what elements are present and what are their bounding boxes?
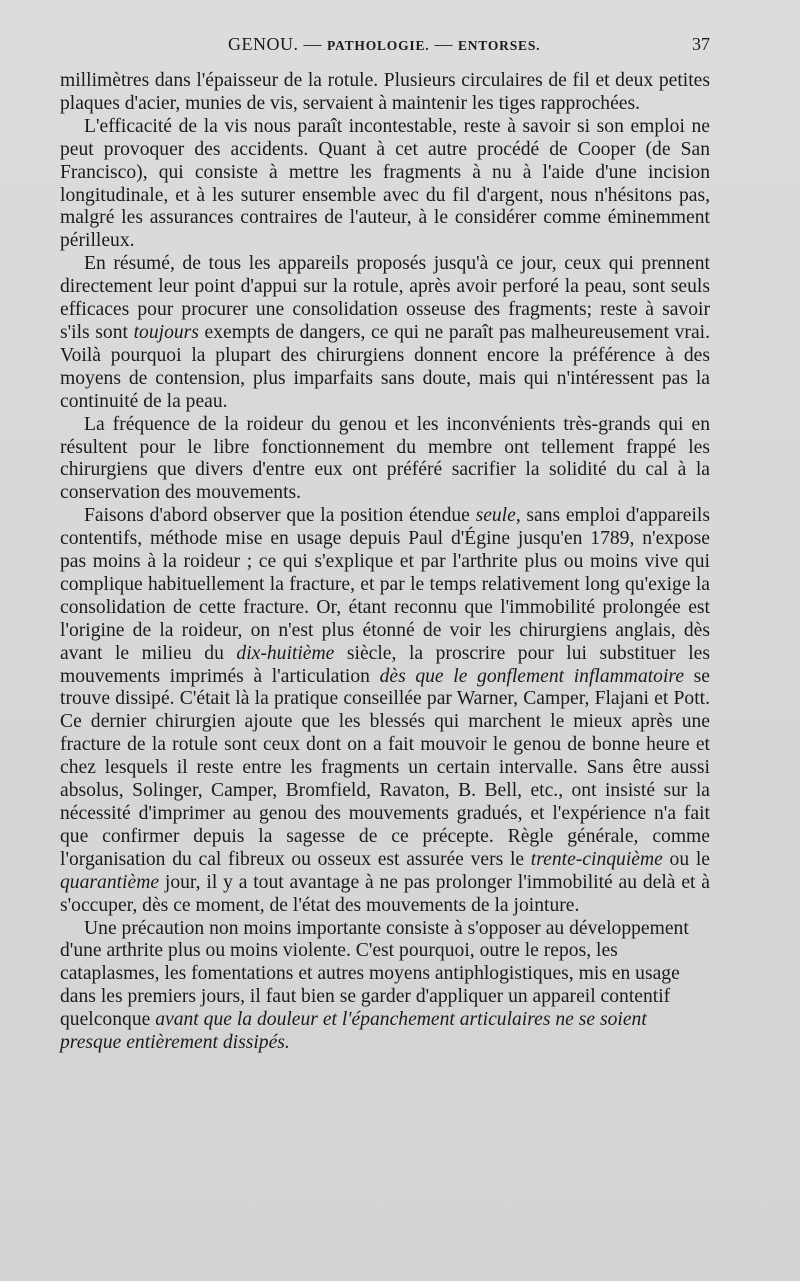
paragraph [60,253,710,413]
text-run: L'efficacité de la vis nous paraît incontestable, reste à savoir si son emploi ne peut provoquer des accidents. Quant à cet autre procédé de Cooper (de San Francisco), qui consiste à mettre les fragments à nu à l'aide d'une incision longitudinale, et à les suturer ensemble avec du fil d'argent, nous n'hésitons pas, malgré les assurances contraires de l'auteur, à le considérer comme éminemment périlleux. [60,115,710,252]
running-title-separator: — [429,34,458,54]
italic-run: quarantième [60,871,160,893]
paragraph [60,918,710,1055]
text-run: siècle, la proscrire pour lui substituer les mouvements imprimés à l'articulation [60,642,711,687]
italic-run: toujours [133,321,199,343]
running-title-separator: — [298,34,327,54]
running-title-subsection: ENTORSES. [457,38,541,53]
italic-run: trente-cinquième [530,848,663,870]
italic-run: avant que la douleur et l'épanchement articulaires ne se soient presque entièrement dissipés. [60,1009,647,1054]
italic-run: seule [475,505,516,527]
running-title [228,34,540,55]
text-run: ou le [662,848,710,870]
paragraph [60,505,710,917]
body-text [60,70,710,1055]
text-run: Faisons d'abord observer que la position étendue [84,505,476,527]
page-number: 37 [692,34,710,54]
paragraph [60,414,710,506]
text-run: , sans emploi d'appareils contentifs, méthode mise en usage depuis Paul d'Égine jusqu'en 1789, n'expose pas moins à la roideur ; ce qui s'explique et par l'arthrite plus ou moins vive qui complique habituellement la fracture, et par le temps relativement long qu'exige la consolidation de cette fracture. Or, étant reconnu que l'immobilité prolongée est l'origine de la roideur, on n'est plus étonné de voir les chirurgiens anglais, dès avant le milieu du [60,505,710,664]
running-title-section: PATHOLOGIE. [327,38,430,53]
paragraph [60,116,710,253]
text-run: jour, il y a tout avantage à ne pas prolonger l'immobilité au delà et à s'occuper, dès ce moment, de l'état des mouvements de la jointure. [60,871,710,916]
text-run: Une précaution non moins importante consiste à s'opposer au développement d'une arthrite plus ou moins violente. C'est pourquoi, outre le repos, les cataplasmes, les fomentations et autres moyens antiphlogistiques, mis en usage dans les premiers jours, il faut bien se garder d'appliquer un appareil contentif quelconque [60,917,689,1031]
text-run: En résumé, de tous les appareils proposés jusqu'à ce jour, ceux qui prennent directement leur point d'appui sur la rotule, après avoir perforé la peau, sont seuls efficaces pour procurer une consolidation osseuse des fragments; reste à savoir s'ils sont [60,253,710,343]
text-run: millimètres dans l'épaisseur de la rotule. Plusieurs circulaires de fil et deux petites plaques d'acier, munies de vis, servaient à maintenir les tiges rapprochées. [60,70,710,114]
text-run: exempts de dangers, ce qui ne paraît pas malheureusement vrai. Voilà pourquoi la plupart des chirurgiens donnent encore la préférence à des moyens de contension, plus imparfaits sans doute, mais qui n'intéressent pas la continuité de la peau. [60,321,710,412]
italic-run: dix-huitième [236,642,335,664]
page-header [60,34,710,60]
running-title-main: GENOU. [228,34,299,54]
text-run: La fréquence de la roideur du genou et les inconvénients très-grands qui en résultent pour le libre fonctionnement du membre ont tellement frappé les chirurgiens que divers d'entre eux ont préféré sacrifier la solidité du cal à la conservation des mouvements. [60,413,710,504]
paragraph [60,70,710,116]
text-run: se trouve dissipé. C'était là la pratique conseillée par Warner, Camper, Flajani et Pott. Ce dernier chirurgien ajoute que les blessés qui marchent le mieux après une fracture de la rotule sont ceux dont on a fait mouvoir le genou de bonne heure et chez lesquels il reste entre les fragments un certain intervalle. Sans être aussi absolus, Solinger, Camper, Bromfield, Ravaton, B. Bell, etc., ont insisté sur la nécessité d'imprimer au genou des mouvements gradués, et l'expérience n'a fait que confirmer depuis la sagesse de ce précepte. Règle générale, comme l'organisation du cal fibreux ou osseux est assurée vers le [60,665,710,870]
italic-run: dès que le gonflement inflammatoire [379,665,685,687]
